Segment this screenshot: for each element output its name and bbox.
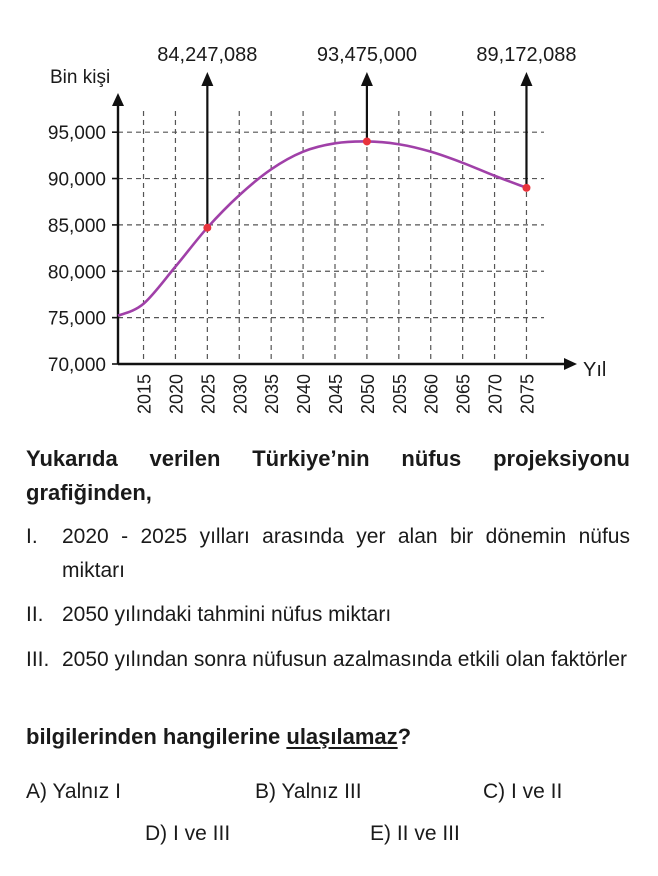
y-tick-label-75,000: 75,000 (47, 308, 106, 330)
population-series-line (118, 141, 526, 315)
annotation-label-1: 84,247,088 (157, 44, 258, 66)
x-axis-label: Yıl (583, 359, 607, 381)
statement-3 (26, 643, 630, 677)
statement-1 (26, 520, 630, 588)
annotation-label-3: 89,172,088 (476, 44, 577, 66)
x-tick-label-2040: 2040 (294, 374, 315, 415)
x-tick-label-2060: 2060 (421, 374, 442, 415)
question-stem-line1: Yukarıda verilen Türkiye’nin nüfus projeksiyonu (26, 446, 630, 471)
data-point-2050 (363, 137, 371, 145)
y-tick-label-85,000: 85,000 (47, 215, 106, 237)
x-tick-label-2065: 2065 (453, 374, 474, 415)
x-tick-label-2035: 2035 (262, 374, 283, 415)
x-axis-arrowhead (564, 358, 577, 370)
population-chart (0, 0, 658, 430)
annotation-arrowhead-1 (201, 72, 213, 86)
y-tick-label-95,000: 95,000 (47, 123, 106, 145)
statement-1-number: I. (26, 525, 38, 548)
data-point-2075 (522, 184, 530, 192)
question-ending-keyword: ulaşılamaz (286, 724, 398, 749)
question-stem-line2: grafiğinden, (26, 480, 152, 505)
annotation-arrowhead-2 (361, 72, 373, 86)
x-tick-label-2075: 2075 (517, 374, 538, 415)
y-axis-ticks (48, 123, 118, 376)
x-tick-label-2030: 2030 (230, 374, 251, 415)
y-axis-arrowhead (112, 93, 124, 106)
x-axis-ticks (135, 374, 538, 414)
option-a[interactable]: A) Yalnız I (26, 780, 121, 803)
statement-2-text: 2050 yılındaki tahmini nüfus miktarı (62, 603, 392, 626)
x-tick-label-2015: 2015 (134, 374, 155, 415)
y-tick-label-90,000: 90,000 (47, 169, 106, 191)
x-tick-label-2055: 2055 (389, 374, 410, 415)
x-tick-label-2050: 2050 (357, 374, 378, 415)
chart-grid (118, 111, 544, 364)
statement-3-number: III. (26, 648, 50, 671)
x-tick-label-2020: 2020 (166, 374, 187, 415)
y-tick-label-70,000: 70,000 (47, 355, 106, 376)
statement-1-text: 2020 - 2025 yılları arasında yer alan bir dönemin nüfus miktarı (62, 525, 630, 582)
y-tick-label-80,000: 80,000 (47, 262, 106, 284)
question-ending (26, 724, 411, 750)
statement-3-text: 2050 yılından sonra nüfusun azalmasında etkili olan faktörler (62, 648, 628, 671)
option-b[interactable]: B) Yalnız III (255, 780, 362, 803)
annotation-label-2: 93,475,000 (316, 44, 417, 66)
question-ending-suffix: ? (397, 724, 412, 749)
statement-2-number: II. (26, 603, 44, 626)
statement-2 (26, 598, 630, 632)
option-c[interactable]: C) I ve II (483, 780, 563, 803)
question-stem (26, 442, 630, 510)
annotation-arrowhead-3 (520, 72, 532, 86)
option-d[interactable]: D) I ve III (145, 822, 231, 845)
x-tick-label-2070: 2070 (485, 374, 506, 415)
y-axis-label: Bin kişi (50, 67, 111, 88)
x-tick-label-2025: 2025 (198, 374, 219, 415)
x-tick-label-2045: 2045 (326, 374, 346, 415)
option-e[interactable]: E) II ve III (370, 822, 460, 845)
chart-axes (112, 93, 577, 370)
data-point-2025 (203, 224, 211, 232)
question-ending-prefix: bilgilerinden hangilerine (26, 724, 287, 749)
